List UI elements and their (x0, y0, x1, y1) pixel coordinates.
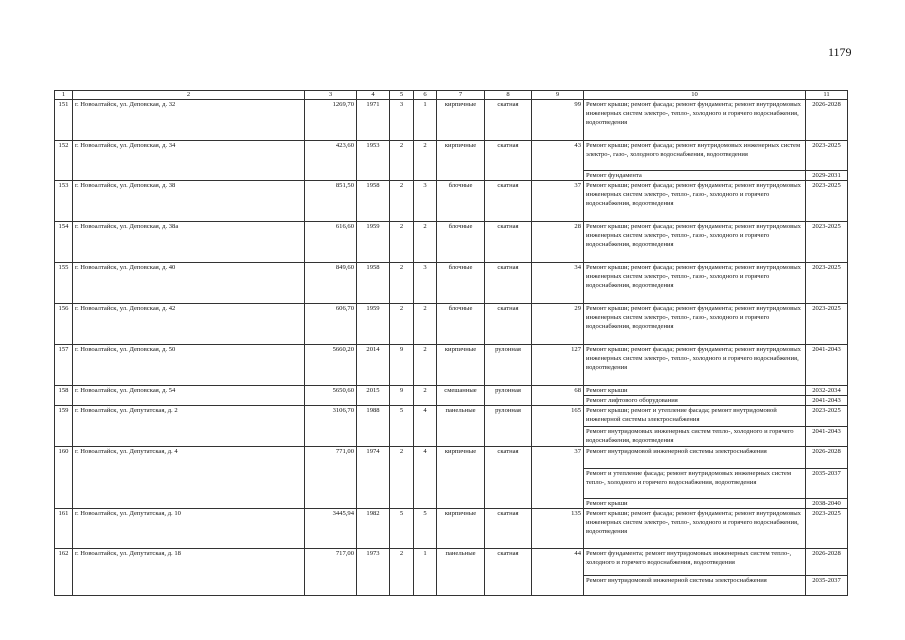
entrances-count: 3 (414, 263, 437, 304)
house-row (55, 222, 848, 263)
row-number: 151 (55, 100, 73, 141)
repair-period: 2023-2025 (806, 222, 848, 263)
house-row (55, 406, 848, 427)
floors-count: 2 (390, 304, 414, 345)
repair-works: Ремонт крыши (584, 386, 806, 396)
address: г. Новоалтайск, ул. Деповская, д. 42 (73, 304, 305, 345)
row-number: 161 (55, 509, 73, 549)
floors-count: 2 (390, 549, 414, 596)
roof-type: рулонная (485, 345, 532, 386)
floors-count: 9 (390, 345, 414, 386)
total-area: 771,00 (305, 447, 357, 509)
floors-count: 5 (390, 406, 414, 447)
row-number: 152 (55, 141, 73, 181)
floors-count: 2 (390, 141, 414, 181)
address: г. Новоалтайск, ул. Депутатская, д. 2 (73, 406, 305, 447)
residents-count: 44 (532, 549, 584, 596)
address: г. Новоалтайск, ул. Деповская, д. 38 (73, 181, 305, 222)
repair-period: 2026-2028 (806, 549, 848, 576)
repair-period: 2038-2040 (806, 499, 848, 509)
repair-period: 2023-2025 (806, 141, 848, 171)
build-year: 1958 (357, 181, 390, 222)
total-area: 423,60 (305, 141, 357, 181)
wall-material: панельные (437, 549, 485, 596)
address: г. Новоалтайск, ул. Депутатская, д. 18 (73, 549, 305, 596)
repair-period: 2023-2025 (806, 263, 848, 304)
capital-repair-table (54, 90, 848, 596)
entrances-count: 2 (414, 386, 437, 406)
address: г. Новоалтайск, ул. Депутатская, д. 4 (73, 447, 305, 509)
house-row (55, 141, 848, 171)
floors-count: 5 (390, 509, 414, 549)
column-number: 7 (437, 91, 485, 100)
build-year: 2015 (357, 386, 390, 406)
house-row (55, 386, 848, 396)
column-number: 11 (806, 91, 848, 100)
repair-period: 2026-2028 (806, 447, 848, 469)
row-number: 153 (55, 181, 73, 222)
repair-period: 2035-2037 (806, 469, 848, 499)
roof-type: скатная (485, 447, 532, 509)
row-number: 157 (55, 345, 73, 386)
address: г. Новоалтайск, ул. Деповская, д. 38а (73, 222, 305, 263)
residents-count: 37 (532, 447, 584, 509)
build-year: 2014 (357, 345, 390, 386)
build-year: 1953 (357, 141, 390, 181)
roof-type: скатная (485, 222, 532, 263)
repair-period: 2029-2031 (806, 171, 848, 181)
repair-period: 2041-2043 (806, 427, 848, 447)
residents-count: 135 (532, 509, 584, 549)
residents-count: 37 (532, 181, 584, 222)
repair-works: Ремонт крыши; ремонт фасада; ремонт фундамента; ремонт внутридомовых инженерных систем электро-, тепло-, газо-, холодного и горячего водоснабжения, водоотведения (584, 181, 806, 222)
row-number: 155 (55, 263, 73, 304)
floors-count: 2 (390, 263, 414, 304)
repair-works: Ремонт и утепление фасада; ремонт внутридомовых инженерных систем тепло-, холодного и горячего водоснабжения, водоотведения (584, 469, 806, 499)
repair-period: 2023-2025 (806, 304, 848, 345)
repair-works: Ремонт лифтового оборудования (584, 396, 806, 406)
row-number: 154 (55, 222, 73, 263)
repair-works: Ремонт крыши; ремонт фасада; ремонт фундамента; ремонт внутридомовых инженерных систем электро-, тепло-, газо-, холодного и горячего водоснабжения, водоотведения (584, 263, 806, 304)
wall-material: кирпичные (437, 100, 485, 141)
roof-type: скатная (485, 304, 532, 345)
house-row (55, 345, 848, 386)
residents-count: 43 (532, 141, 584, 181)
column-number: 8 (485, 91, 532, 100)
house-row (55, 263, 848, 304)
residents-count: 99 (532, 100, 584, 141)
total-area: 616,60 (305, 222, 357, 263)
repair-period: 2023-2025 (806, 406, 848, 427)
build-year: 1973 (357, 549, 390, 596)
total-area: 849,60 (305, 263, 357, 304)
repair-works: Ремонт внутридомовых инженерных систем тепло-, холодного и горячего водоснабжения, водоотведения (584, 427, 806, 447)
entrances-count: 4 (414, 447, 437, 509)
wall-material: кирпичные (437, 141, 485, 181)
address: г. Новоалтайск, ул. Депутатская, д. 10 (73, 509, 305, 549)
address: г. Новоалтайск, ул. Деповская, д. 34 (73, 141, 305, 181)
roof-type: рулонная (485, 406, 532, 447)
total-area: 717,00 (305, 549, 357, 596)
repair-works: Ремонт крыши; ремонт фасада; ремонт фундамента; ремонт внутридомовых инженерных систем электро-, тепло-, газо-, холодного и горячего водоснабжения, водоотведения (584, 304, 806, 345)
entrances-count: 2 (414, 141, 437, 181)
entrances-count: 2 (414, 304, 437, 345)
wall-material: блочные (437, 181, 485, 222)
roof-type: скатная (485, 509, 532, 549)
repair-period: 2041-2043 (806, 396, 848, 406)
total-area: 5660,20 (305, 345, 357, 386)
wall-material: блочные (437, 263, 485, 304)
address: г. Новоалтайск, ул. Деповская, д. 54 (73, 386, 305, 406)
entrances-count: 5 (414, 509, 437, 549)
wall-material: кирпичные (437, 447, 485, 509)
house-row (55, 181, 848, 222)
column-number: 3 (305, 91, 357, 100)
build-year: 1971 (357, 100, 390, 141)
residents-count: 29 (532, 304, 584, 345)
build-year: 1988 (357, 406, 390, 447)
entrances-count: 2 (414, 345, 437, 386)
entrances-count: 2 (414, 222, 437, 263)
wall-material: блочные (437, 222, 485, 263)
build-year: 1974 (357, 447, 390, 509)
build-year: 1959 (357, 304, 390, 345)
column-number-header-row (55, 91, 848, 100)
repair-period: 2026-2028 (806, 100, 848, 141)
repair-period: 2041-2043 (806, 345, 848, 386)
repair-period: 2023-2025 (806, 509, 848, 549)
repair-works: Ремонт крыши; ремонт фасада; ремонт фундамента; ремонт внутридомовых инженерных систем электро-, тепло-, холодного и горячего водоснабжения, водоотведения (584, 509, 806, 549)
repair-works: Ремонт фундамента (584, 171, 806, 181)
row-number: 159 (55, 406, 73, 447)
floors-count: 2 (390, 222, 414, 263)
floors-count: 3 (390, 100, 414, 141)
repair-works: Ремонт крыши; ремонт фасада; ремонт фундамента; ремонт внутридомовых инженерных систем электро-, тепло-, холодного и горячего водоснабжения, водоотведения (584, 100, 806, 141)
row-number: 156 (55, 304, 73, 345)
entrances-count: 1 (414, 549, 437, 596)
row-number: 162 (55, 549, 73, 596)
repair-period: 2035-2037 (806, 576, 848, 596)
entrances-count: 4 (414, 406, 437, 447)
entrances-count: 3 (414, 181, 437, 222)
row-number: 158 (55, 386, 73, 406)
total-area: 851,50 (305, 181, 357, 222)
repair-works: Ремонт крыши; ремонт и утепление фасада; ремонт внутридомовой инженерной системы электроснабжения (584, 406, 806, 427)
column-number: 6 (414, 91, 437, 100)
total-area: 1269,70 (305, 100, 357, 141)
roof-type: скатная (485, 141, 532, 181)
wall-material: кирпичные (437, 345, 485, 386)
floors-count: 2 (390, 447, 414, 509)
residents-count: 127 (532, 345, 584, 386)
address: г. Новоалтайск, ул. Деповская, д. 40 (73, 263, 305, 304)
column-number: 1 (55, 91, 73, 100)
wall-material: блочные (437, 304, 485, 345)
build-year: 1958 (357, 263, 390, 304)
column-number: 4 (357, 91, 390, 100)
column-number: 10 (584, 91, 806, 100)
roof-type: скатная (485, 100, 532, 141)
wall-material: кирпичные (437, 509, 485, 549)
repair-works: Ремонт внутридомовой инженерной системы электроснабжения (584, 447, 806, 469)
total-area: 5650,60 (305, 386, 357, 406)
repair-period: 2023-2025 (806, 181, 848, 222)
column-number: 9 (532, 91, 584, 100)
house-row (55, 100, 848, 141)
row-number: 160 (55, 447, 73, 509)
repair-works: Ремонт крыши; ремонт фасада; ремонт внутридомовых инженерных систем электро-, газо-, холодного водоснабжения, водоотведения (584, 141, 806, 171)
repair-works: Ремонт крыши (584, 499, 806, 509)
roof-type: рулонная (485, 386, 532, 406)
total-area: 3445,94 (305, 509, 357, 549)
column-number: 5 (390, 91, 414, 100)
wall-material: панельные (437, 406, 485, 447)
entrances-count: 1 (414, 100, 437, 141)
total-area: 3106,70 (305, 406, 357, 447)
residents-count: 34 (532, 263, 584, 304)
house-row (55, 549, 848, 576)
roof-type: скатная (485, 549, 532, 596)
address: г. Новоалтайск, ул. Деповская, д. 32 (73, 100, 305, 141)
residents-count: 28 (532, 222, 584, 263)
roof-type: скатная (485, 263, 532, 304)
page-number: 1179 (828, 45, 852, 59)
build-year: 1959 (357, 222, 390, 263)
residents-count: 165 (532, 406, 584, 447)
house-row (55, 447, 848, 469)
floors-count: 2 (390, 181, 414, 222)
address: г. Новоалтайск, ул. Деповская, д. 50 (73, 345, 305, 386)
repair-works: Ремонт фундамента; ремонт внутридомовых инженерных систем тепло-, холодного и горячего водоснабжения, водоотведения (584, 549, 806, 576)
roof-type: скатная (485, 181, 532, 222)
wall-material: смешанные (437, 386, 485, 406)
repair-period: 2032-2034 (806, 386, 848, 396)
residents-count: 68 (532, 386, 584, 406)
column-number: 2 (73, 91, 305, 100)
total-area: 606,70 (305, 304, 357, 345)
house-row (55, 509, 848, 549)
build-year: 1982 (357, 509, 390, 549)
house-row (55, 304, 848, 345)
repair-works: Ремонт крыши; ремонт фасада; ремонт фундамента; ремонт внутридомовых инженерных систем электро-, тепло-, газо-, холодного и горячего водоснабжения, водоотведения (584, 222, 806, 263)
repair-works: Ремонт крыши; ремонт фасада; ремонт фундамента; ремонт внутридомовых инженерных систем электро-, тепло-, холодного и горячего водоснабжения, водоотведения (584, 345, 806, 386)
floors-count: 9 (390, 386, 414, 406)
repair-works: Ремонт внутридомовой инженерной системы электроснабжения (584, 576, 806, 596)
